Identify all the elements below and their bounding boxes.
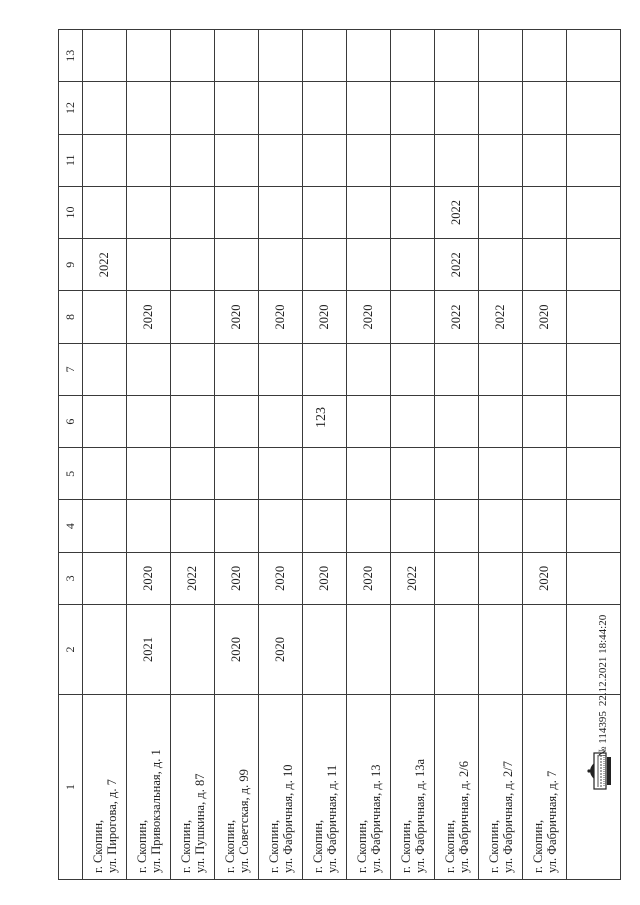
empty-cell (567, 82, 621, 134)
address-street: ул. Фабричная, д. 11 (324, 764, 339, 873)
value-cell (303, 82, 347, 134)
address-street: ул. Пушкина, д. 87 (192, 773, 207, 873)
value-cell (171, 395, 215, 447)
value-cell (523, 134, 567, 186)
value-cell: 2020 (259, 605, 303, 695)
value-cell (83, 343, 127, 395)
value-cell (391, 82, 435, 134)
value-cell (259, 186, 303, 238)
value-cell (435, 30, 479, 82)
value-cell: 2022 (391, 552, 435, 604)
table-header-cell: 4 (59, 500, 83, 552)
table-row (127, 30, 171, 880)
value-cell (479, 239, 523, 291)
value-cell (479, 552, 523, 604)
value-cell (435, 448, 479, 500)
value-cell (523, 186, 567, 238)
table-header-cell: 5 (59, 448, 83, 500)
table-header-cell: 7 (59, 343, 83, 395)
address-street: ул. Фабричная, д. 7 (544, 770, 559, 873)
value-cell (83, 134, 127, 186)
value-cell: 2020 (347, 291, 391, 343)
value-cell (259, 82, 303, 134)
value-cell (479, 448, 523, 500)
value-cell (347, 500, 391, 552)
value-cell (215, 134, 259, 186)
table-header-cell: 1 (59, 695, 83, 880)
value-cell (215, 186, 259, 238)
value-cell (479, 186, 523, 238)
empty-cell (567, 134, 621, 186)
value-cell (435, 500, 479, 552)
empty-cell (567, 500, 621, 552)
value-cell (303, 134, 347, 186)
value-cell (127, 448, 171, 500)
value-cell (479, 30, 523, 82)
value-cell (83, 500, 127, 552)
table-row (171, 30, 215, 880)
empty-cell (567, 605, 621, 695)
value-cell: 2020 (215, 552, 259, 604)
table-row (391, 30, 435, 880)
table-header-cell: 12 (59, 82, 83, 134)
address-street: ул. Пирогова, д. 7 (104, 779, 119, 873)
value-cell (303, 239, 347, 291)
value-cell (171, 500, 215, 552)
value-cell (523, 82, 567, 134)
value-cell (435, 605, 479, 695)
value-cell (127, 186, 171, 238)
table-header-cell: 10 (59, 186, 83, 238)
value-cell (435, 82, 479, 134)
value-cell: 2020 (215, 291, 259, 343)
value-cell (479, 82, 523, 134)
value-cell (303, 186, 347, 238)
address-street: ул. Фабричная, д. 13 (368, 764, 383, 873)
value-cell (171, 239, 215, 291)
table-row (259, 30, 303, 880)
value-cell (259, 500, 303, 552)
table-header-cell: 2 (59, 605, 83, 695)
value-cell (347, 30, 391, 82)
value-cell (391, 30, 435, 82)
address-cell (171, 695, 215, 880)
table-header-cell: 13 (59, 30, 83, 82)
address-city: г. Скопин, (310, 819, 325, 873)
table-header-cell: 3 (59, 552, 83, 604)
address-cell (303, 695, 347, 880)
value-cell (347, 134, 391, 186)
value-cell (171, 448, 215, 500)
value-cell (303, 500, 347, 552)
value-cell (303, 30, 347, 82)
value-cell (215, 239, 259, 291)
address-street: ул. Фабричная, д. 2/7 (500, 760, 515, 873)
value-cell (259, 239, 303, 291)
table-header-cell: 6 (59, 395, 83, 447)
value-cell (479, 134, 523, 186)
value-cell (171, 30, 215, 82)
address-street: ул. Привокзальная, д. 1 (148, 749, 163, 873)
document-number: № 114395 (597, 711, 609, 757)
value-cell (215, 82, 259, 134)
schedule-table (58, 29, 621, 880)
value-cell (479, 605, 523, 695)
address-city: г. Скопин, (178, 819, 193, 873)
value-cell (215, 395, 259, 447)
address-street: ул. Фабричная, д. 2/6 (456, 760, 471, 873)
address-city: г. Скопин, (134, 819, 149, 873)
value-cell (215, 343, 259, 395)
address-city: г. Скопин, (266, 819, 281, 873)
empty-cell (567, 395, 621, 447)
address-city: г. Скопин, (530, 819, 545, 873)
value-cell (127, 82, 171, 134)
value-cell: 2022 (83, 239, 127, 291)
value-cell (259, 343, 303, 395)
value-cell (127, 134, 171, 186)
value-cell (171, 291, 215, 343)
value-cell (83, 82, 127, 134)
table-header-cell: 11 (59, 134, 83, 186)
table-header-cell: 9 (59, 239, 83, 291)
table-header-row (59, 30, 83, 880)
address-city: г. Скопин, (398, 819, 413, 873)
value-cell (303, 343, 347, 395)
address-cell (391, 695, 435, 880)
value-cell (435, 552, 479, 604)
table-row (479, 30, 523, 880)
value-cell (303, 395, 347, 447)
value-cell (127, 343, 171, 395)
value-cell (523, 500, 567, 552)
value-cell (523, 343, 567, 395)
address-cell (479, 695, 523, 880)
value-cell: 2022 (435, 186, 479, 238)
value-cell (435, 343, 479, 395)
address-cell (259, 695, 303, 880)
table-row (435, 30, 479, 880)
value-cell (523, 605, 567, 695)
value-cell (523, 30, 567, 82)
value-cell (171, 82, 215, 134)
value-cell: 2020 (127, 552, 171, 604)
value-cell (127, 395, 171, 447)
table-row (303, 30, 347, 880)
empty-cell (567, 552, 621, 604)
value-cell (171, 186, 215, 238)
value-cell: 2021 (127, 605, 171, 695)
empty-cell (567, 291, 621, 343)
empty-cell (567, 239, 621, 291)
value-cell (303, 448, 347, 500)
empty-cell (567, 30, 621, 82)
value-cell (83, 448, 127, 500)
value-cell (435, 134, 479, 186)
value-cell (479, 395, 523, 447)
value-cell (347, 239, 391, 291)
value-cell (347, 343, 391, 395)
value-cell (347, 82, 391, 134)
address-cell (127, 695, 171, 880)
value-cell (259, 134, 303, 186)
value-cell (523, 239, 567, 291)
value-cell: 2022 (435, 239, 479, 291)
value-cell (303, 605, 347, 695)
value-cell (391, 500, 435, 552)
table-row (215, 30, 259, 880)
address-cell (435, 695, 479, 880)
value-cell: 2020 (259, 552, 303, 604)
table-row (347, 30, 391, 880)
value-cell (391, 395, 435, 447)
address-cell (215, 695, 259, 880)
value-cell (347, 395, 391, 447)
address-city: г. Скопин, (90, 819, 105, 873)
value-cell (215, 30, 259, 82)
value-cell (523, 395, 567, 447)
empty-cell (567, 448, 621, 500)
value-cell (127, 239, 171, 291)
value-cell: 2022 (171, 552, 215, 604)
value-cell (83, 552, 127, 604)
table-row (83, 30, 127, 880)
value-cell: 2020 (127, 291, 171, 343)
value-cell (391, 134, 435, 186)
value-cell (391, 605, 435, 695)
value-cell (391, 239, 435, 291)
value-cell (83, 30, 127, 82)
value-cell (215, 500, 259, 552)
value-cell: 2020 (523, 552, 567, 604)
table-header-cell: 8 (59, 291, 83, 343)
value-cell (127, 500, 171, 552)
value-cell: 2020 (303, 291, 347, 343)
value-cell (259, 395, 303, 447)
address-city: г. Скопин, (222, 819, 237, 873)
page-number: 123 (314, 407, 329, 428)
value-cell (479, 500, 523, 552)
value-cell (83, 605, 127, 695)
address-city: г. Скопин, (354, 819, 369, 873)
address-cell (347, 695, 391, 880)
address-street: ул. Фабричная, д. 10 (280, 764, 295, 873)
value-cell: 2022 (435, 291, 479, 343)
value-cell: 2020 (259, 291, 303, 343)
value-cell (347, 605, 391, 695)
value-cell (523, 448, 567, 500)
registration-stamp-text (597, 615, 609, 757)
value-cell (259, 30, 303, 82)
value-cell (391, 448, 435, 500)
empty-cell (567, 186, 621, 238)
value-cell (171, 605, 215, 695)
schedule-table-frame (58, 30, 620, 880)
value-cell (215, 448, 259, 500)
value-cell (83, 395, 127, 447)
address-city: г. Скопин, (486, 819, 501, 873)
value-cell (391, 343, 435, 395)
value-cell: 2020 (215, 605, 259, 695)
registration-timestamp: 22.12.2021 18:44:20 (597, 614, 609, 707)
address-city: г. Скопин, (442, 819, 457, 873)
value-cell (171, 134, 215, 186)
value-cell: 2022 (479, 291, 523, 343)
table-row (523, 30, 567, 880)
value-cell (83, 186, 127, 238)
value-cell (259, 448, 303, 500)
value-cell: 2020 (347, 552, 391, 604)
address-cell (523, 695, 567, 880)
table-body (83, 30, 621, 880)
value-cell (479, 343, 523, 395)
value-cell (347, 448, 391, 500)
value-cell (391, 186, 435, 238)
value-cell: 2020 (523, 291, 567, 343)
address-street: ул. Фабричная, д. 13а (412, 758, 427, 873)
value-cell (347, 186, 391, 238)
value-cell (127, 30, 171, 82)
value-cell (391, 291, 435, 343)
stamp-icon (585, 751, 613, 791)
value-cell (435, 395, 479, 447)
address-cell (83, 695, 127, 880)
value-cell (83, 291, 127, 343)
value-cell (171, 343, 215, 395)
empty-cell (567, 343, 621, 395)
value-cell: 2020 (303, 552, 347, 604)
address-street: ул. Советская, д. 99 (236, 769, 251, 873)
